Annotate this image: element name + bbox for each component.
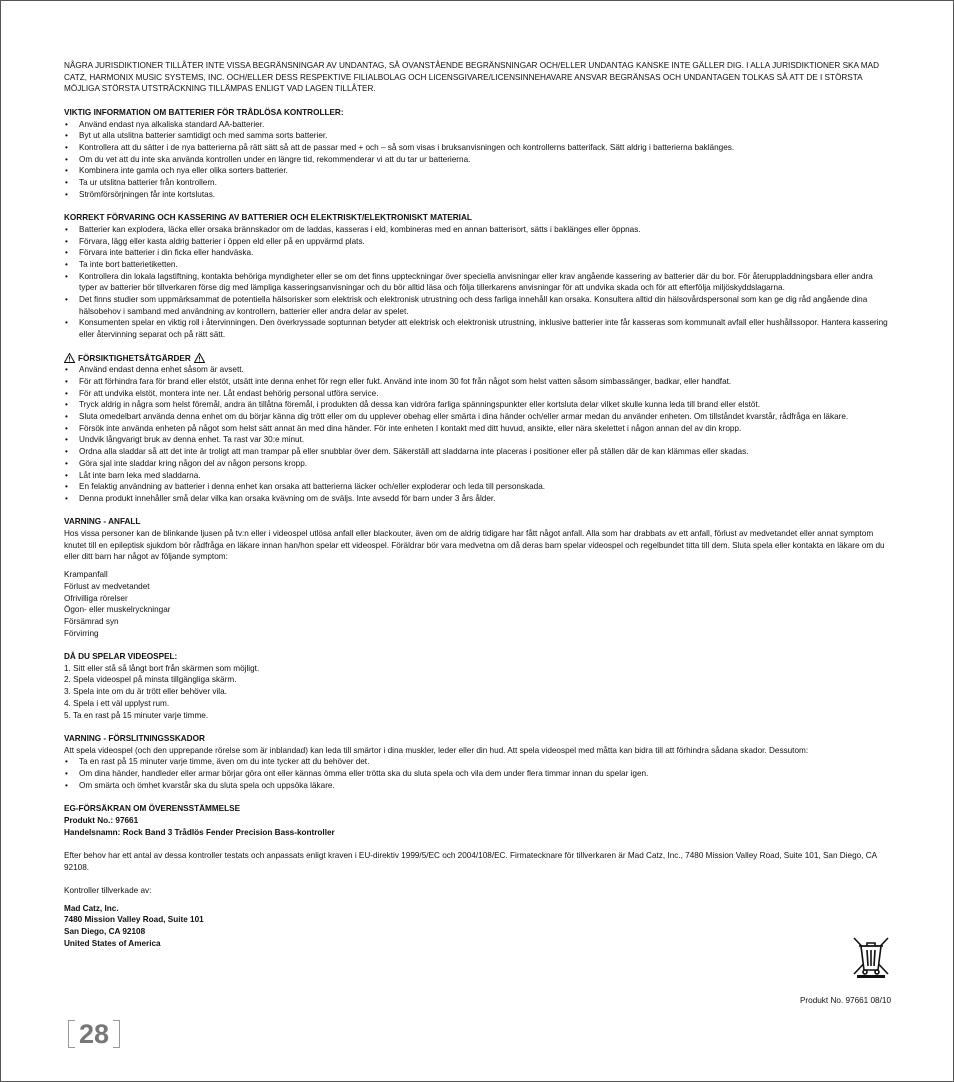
list-item: • Använd endast nya alkaliska standard AA-batterier. <box>64 119 891 131</box>
list-item: Krampanfall <box>64 570 108 580</box>
list-item: • Förvara, lägg eller kasta aldrig batterier i öppen eld eller på en uppvärmd plats. <box>64 236 891 248</box>
product-code: Produkt No. 97661 08/10 <box>799 996 891 1005</box>
list-item: • Ta en rast på 15 minuter varje timme, även om du inte tycker att du behöver det. <box>64 756 891 768</box>
crossed-out-wheelie-bin-icon <box>851 936 891 978</box>
storage-list <box>64 224 891 341</box>
list-item: • För att undvika elstöt, montera inte ner. Låt endast behörig personal utföra service. <box>64 388 891 400</box>
strain-heading: VARNING - FÖRSLITNINGSSKADOR <box>64 733 205 743</box>
list-item: • Försök inte använda enheten på något som helst sätt annat än med dina händer. För inte enheten I kontakt med ditt huvud, ansikte, eller nära skelettet i någon annan del av din kropp. <box>64 423 891 435</box>
strain-list <box>64 756 891 791</box>
address-line: San Diego, CA 92108 <box>64 927 146 937</box>
precautions-heading <box>64 353 891 365</box>
list-item: • Kontrollera din lokala lagstiftning, kontakta behöriga myndigheter eller se om det finns uppteckningar över speciella anvisningar eller krav angående kassering av batterier där du bor. För återuppladdningsbara eller andra typer av batterier bör tillverkaren förse dig med lämpliga kasseringsanvisningar och du bör alltid läsa och följa tillerkarens anvisningar för att undvika skada och för att efterfölja miljöskyddslagarna. <box>64 271 891 294</box>
address-line: 7480 Mission Valley Road, Suite 101 <box>64 915 204 925</box>
list-item: Förlust av medvetandet <box>64 581 150 591</box>
page-number <box>68 1019 120 1049</box>
precautions-list <box>64 364 891 504</box>
precautions-heading-text: FÖRSIKTIGHETSÅTGÄRDER <box>78 353 191 363</box>
list-item: • Ta inte bort batterietiketten. <box>64 259 891 271</box>
list-item: • Tryck aldrig in några som helst föremål, andra än tillåtna föremål, i produkten då dessa kan vidröra farliga spänningspunkter eller kortsluta delar vilket skulle kunna leda till brand eller elstöt. <box>64 399 891 411</box>
list-item: • Förvara inte batterier i din ficka eller handväska. <box>64 247 891 259</box>
warning-triangle-icon <box>194 353 205 363</box>
list-item: • Undvik långvarigt bruk av denna enhet. Ta rast var 30:e minut. <box>64 434 891 446</box>
list-item: • Det finns studier som uppmärksammat de potentiella hälsorisker som elektrisk och elektronisk utrustning och dess farliga innehåll kan orsaka. Konsultera alltid din hälsovårdspersonal som kan ge dig råd angående dina hälsobehov i samband med användning av kontrollern, batterier eller andra delar av spelet. <box>64 294 891 317</box>
left-bracket <box>68 1020 75 1048</box>
batteries-heading: VIKTIG INFORMATION OM BATTERIER FÖR TRÅDLÖSA KONTROLLER: <box>64 107 344 117</box>
seizure-heading: VARNING - ANFALL <box>64 517 141 527</box>
made-by-label: Kontroller tillverkade av: <box>64 886 152 896</box>
list-item: • En felaktig användning av batterier i denna enhet kan orsaka att batterierna läcker och/eller exploderar och leda till personskada. <box>64 481 891 493</box>
list-item: • Sluta omedelbart använda denna enhet om du börjar känna dig trött eller om du upplever obehag eller smärta i dina händer och/eller armar medan du använder enheten. Om tillståndet kvarstår, rådfråga en läkare. <box>64 411 891 423</box>
warning-triangle-icon <box>64 353 75 363</box>
list-item: 2. Spela videospel på minsta tillgängliga skärm. <box>64 675 237 685</box>
list-item: • Konsumenten spelar en viktig roll i återvinningen. Den överkryssade soptunnan betyder att elektrisk och elektronisk utrustning, inklusive batterier inte får kasseras som kommunalt avfall eller hushållssopor. Hantera kassering eller återvinning separat och på rätt sätt. <box>64 317 891 340</box>
list-item: Ögon- eller muskelryckningar <box>64 605 171 615</box>
seizure-text: Hos vissa personer kan de blinkande ljusen på tv:n eller i videospel utlösa anfall eller blackouter, även om de aldrig tidigare har fått något anfall. Alla som har drabbats av ett anfall, förlust av medvetandet eller annat symptom knutet till en epileptisk sjukdom bör rådfråga en läkare innan han/hon spelar ett videospel. Föräldrar bör vara medvetna om då deras barn spelar videospel och regelbundet titta till dem. Sluta spela eller kontakta en läkare om du eller ditt barn har något av följande symptom: <box>64 529 885 562</box>
list-item: • Strömförsörjningen får inte kortslutas. <box>64 189 891 201</box>
manufacturer-address <box>64 903 891 950</box>
declaration-heading: EG-FÖRSÄKRAN OM ÖVERENSSTÄMMELSE <box>64 804 241 814</box>
list-item: • För att förhindra fara för brand eller elstöt, utsätt inte denna enhet för regn eller fukt. Använd inte inom 30 fot från något som helst vatten såsom simbassänger, badkar, eller handfat. <box>64 376 891 388</box>
list-item: Ofrivilliga rörelser <box>64 593 128 603</box>
batteries-list <box>64 119 891 201</box>
page-number-text: 28 <box>79 1019 110 1049</box>
product-number: Produkt No.: 97661 <box>64 815 139 825</box>
list-item: • Kontrollera att du sätter i de nya batterierna på rätt sätt så att de passar med + och – så som visas i bruksanvisningen och kontrollerns batterifack. Sätt aldrig i batterierna baklänges. <box>64 142 891 154</box>
list-item: Försämrad syn <box>64 616 119 626</box>
list-item: • Göra sjal inte sladdar kring någon del av någon persons kropp. <box>64 458 891 470</box>
list-item: • Om dina händer, handleder eller armar börjar göra ont eller kännas ömma eller trötta ska du sluta spela och vila dem under flera timmar innan du spelar igen. <box>64 768 891 780</box>
list-item: 1. Sitt eller stå så långt bort från skärmen som möjligt. <box>64 663 260 673</box>
list-item: • Om du vet att du inte ska använda kontrollen under en längre tid, rekommenderar vi att du tar ur batterierna. <box>64 154 891 166</box>
list-item: 4. Spela i ett väl upplyst rum. <box>64 698 170 708</box>
liability-intro: NÅGRA JURISDIKTIONER TILLÅTER INTE VISSA BEGRÄNSNINGAR AV UNDANTAG, SÅ OVANSTÅENDE BEGRÄNSNINGAR OCH/ELLER UNDANTAG KANSKE INTE GÄLLER DIG. I ALLA JURISDIKTIONER SKA MAD CATZ, HARMONIX MUSIC SYSTEMS, INC. OCH/ELLER DESS RESPEKTIVE FILIALBOLAG OCH LICENSGIVARE/LICENSINNEHAVARE ANSVAR BEGRÄNSAS OCH UNDANTAGEN TOLKAS SÅ ATT DE I STÖRSTA MÖJLIGA STÖRSTA UTSTRÄCKNING TILLÄMPAS ENLIGT VAD LAGEN TILLÅTER. <box>64 61 879 94</box>
list-item: 5. Ta en rast på 15 minuter varje timme. <box>64 710 209 720</box>
list-item: 3. Spela inte om du är trött eller behöver vila. <box>64 687 227 697</box>
list-item: Förvirring <box>64 628 99 638</box>
symptom-list <box>64 569 891 639</box>
list-item: • Denna produkt innehåller små delar vilka kan orsaka kvävning om de sväljs. Inte avsedd för barn under 3 års ålder. <box>64 493 891 505</box>
right-bracket <box>113 1020 120 1048</box>
list-item: • Låt inte barn leka med sladdarna. <box>64 470 891 482</box>
declaration-text: Efter behov har ett antal av dessa kontroller testats och anpassats enligt kraven i EU-direktiv 1999/5/EC och 2004/108/EC. Firmatecknare för tillverkaren är Mad Catz, Inc., 7480 Mission Valley Road, Suite 101, San Diego, CA 92108. <box>64 850 877 872</box>
page-content <box>64 60 891 950</box>
address-line: Mad Catz, Inc. <box>64 903 119 913</box>
list-item: • Ta ur utslitna batterier från kontrollern. <box>64 177 891 189</box>
strain-text: Att spela videospel (och den upprepande rörelse som är inblandad) kan leda till smärtor i dina muskler, leder eller din hud. Att spela videospel med måtta kan bidra till att förhindra sådana skador. Dessutom: <box>64 745 809 755</box>
list-item: • Batterier kan explodera, läcka eller orsaka brännskador om de laddas, kasseras i eld, kombineras med en annan batterisort, sätts i baklänges eller öppnas. <box>64 224 891 236</box>
list-item: • Byt ut alla utslitna batterier samtidigt och med samma sorts batterier. <box>64 130 891 142</box>
list-item: • Använd endast denna enhet såsom är avsett. <box>64 364 891 376</box>
playing-list <box>64 663 891 722</box>
playing-heading: DÅ DU SPELAR VIDEOSPEL: <box>64 652 178 662</box>
list-item: • Om smärta och ömhet kvarstår ska du sluta spela och uppsöka läkare. <box>64 780 891 792</box>
address-line: United States of America <box>64 938 161 948</box>
list-item: • Ordna alla sladdar så att det inte är troligt att man trampar på eller snubblar över dem. Säkerställ att sladdarna inte placeras i positioner eller på ställen där de kan klämmas eller skadas. <box>64 446 891 458</box>
storage-heading: KORREKT FÖRVARING OCH KASSERING AV BATTERIER OCH ELEKTRISKT/ELEKTRONISKT MATERIAL <box>64 213 472 223</box>
trade-name: Handelsnamn: Rock Band 3 Trådlös Fender Precision Bass-kontroller <box>64 827 335 837</box>
list-item: • Kombinera inte gamla och nya eller olika sorters batterier. <box>64 165 891 177</box>
